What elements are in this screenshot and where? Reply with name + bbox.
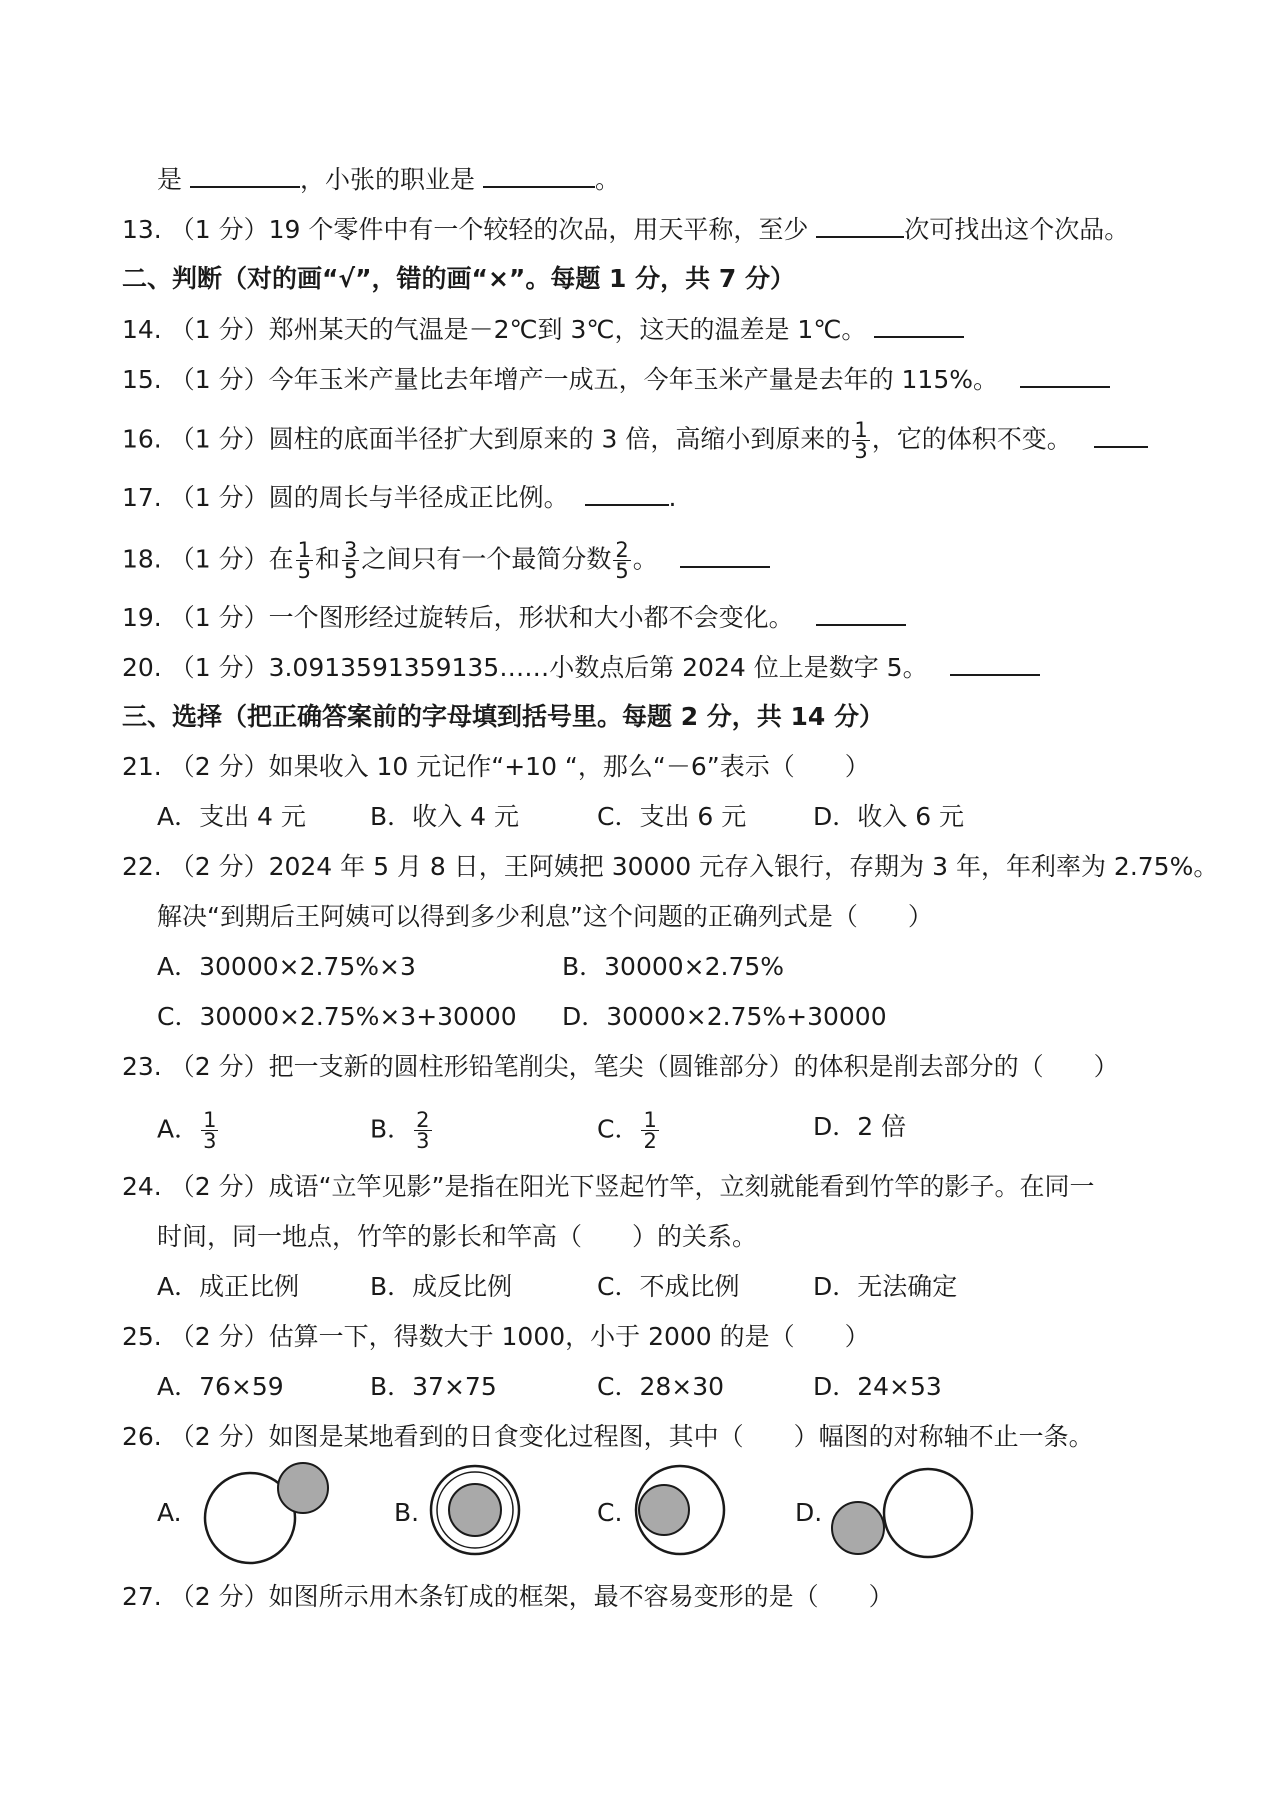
question-14: 14. （1 分）郑州某天的气温是－2℃到 3℃，这天的温差是 1℃。 (122, 312, 964, 346)
figure-label-c[interactable]: C. (597, 1498, 623, 1527)
question-20: 20. （1 分）3.0913591359135……小数点后第 2024 位上是数字 5。 (122, 650, 1040, 684)
option-d[interactable]: D．30000×2.75%+30000 (562, 1002, 887, 1031)
figure-label-d[interactable]: D. (795, 1498, 823, 1527)
option-c[interactable]: C．不成比例 (597, 1272, 740, 1301)
option-c[interactable]: C．支出 6 元 (597, 802, 747, 831)
question-18: 18. （1 分）在 $\frac{1}{5}$ 和 $\frac{3}{5}$ 之间只有一个最简分数 $\frac{2}{5}$ 。 (122, 540, 770, 574)
option-b[interactable]: B．收入 4 元 (370, 802, 519, 831)
option-a[interactable]: A．30000×2.75%×3 (157, 952, 416, 981)
answer-blank[interactable] (874, 312, 964, 338)
answer-blank[interactable] (585, 480, 669, 506)
question-23: 23. （2 分）把一支新的圆柱形铅笔削尖，笔尖（圆锥部分）的体积是削去部分的（ ） (122, 1052, 1119, 1081)
fraction: $\frac{1}{5}$ (297, 538, 311, 583)
eclipse-figure-c (630, 1460, 730, 1560)
q12-tail: 是 ，小张的职业是 。 (157, 162, 620, 196)
fraction: $\frac{2}{5}$ (615, 538, 629, 583)
option-d[interactable]: D．无法确定 (813, 1272, 958, 1301)
question-26: 26. （2 分）如图是某地看到的日食变化过程图，其中（ ）幅图的对称轴不止一条。 (122, 1422, 1094, 1451)
question-25: 25. （2 分）估算一下，得数大于 1000，小于 2000 的是（ ） (122, 1322, 870, 1351)
fraction: $\frac{3}{5}$ (343, 538, 358, 583)
question-27: 27. （2 分）如图所示用木条钉成的框架，最不容易变形的是（ ） (122, 1582, 894, 1611)
question-21: 21. （2 分）如果收入 10 元记作“+10 “，那么“－6”表示（ ） (122, 752, 870, 781)
option-b[interactable]: B． $\frac{2}{3}$ (370, 1108, 430, 1153)
option-c[interactable]: C．28×30 (597, 1372, 725, 1401)
question-22-line2: 解决“到期后王阿姨可以得到多少利息”这个问题的正确列式是（ ） (157, 902, 933, 931)
option-c[interactable]: C． $\frac{1}{2}$ (597, 1108, 657, 1153)
option-c[interactable]: C．30000×2.75%×3+30000 (157, 1002, 517, 1031)
option-a[interactable]: A．支出 4 元 (157, 802, 306, 831)
fraction: $\frac{1}{3}$ (203, 1108, 217, 1153)
moon-circle (449, 1484, 501, 1536)
fraction: $\frac{1}{2}$ (643, 1108, 657, 1153)
option-d[interactable]: D．收入 6 元 (813, 802, 965, 831)
answer-blank[interactable] (483, 162, 595, 188)
option-a[interactable]: A．成正比例 (157, 1272, 300, 1301)
answer-blank[interactable] (190, 162, 300, 188)
answer-blank[interactable] (816, 212, 904, 238)
option-b[interactable]: B．37×75 (370, 1372, 497, 1401)
option-b[interactable]: B．成反比例 (370, 1272, 513, 1301)
answer-blank[interactable] (680, 542, 770, 568)
question-19: 19. （1 分）一个图形经过旋转后，形状和大小都不会变化。 (122, 600, 906, 634)
option-a[interactable]: A． $\frac{1}{3}$ (157, 1108, 217, 1153)
option-d[interactable]: D．2 倍 (813, 1112, 907, 1141)
question-24: 24. （2 分）成语“立竿见影”是指在阳光下竖起竹竿，立刻就能看到竹竿的影子。在同一 (122, 1172, 1095, 1201)
answer-blank[interactable] (950, 650, 1040, 676)
moon-circle (639, 1485, 689, 1535)
fraction: $\frac{1}{3}$ (854, 418, 868, 463)
eclipse-figure-a (190, 1455, 330, 1575)
figure-label-b[interactable]: B. (394, 1498, 420, 1527)
eclipse-figure-d (825, 1465, 985, 1575)
section-2-heading: 二、判断（对的画“√”，错的画“×”。每题 1 分，共 7 分） (122, 264, 795, 293)
option-d[interactable]: D．24×53 (813, 1372, 942, 1401)
answer-blank[interactable] (816, 600, 906, 626)
fraction: $\frac{2}{3}$ (416, 1108, 430, 1153)
answer-blank[interactable] (1020, 362, 1110, 388)
answer-blank[interactable] (1094, 422, 1148, 448)
sun-circle (884, 1469, 972, 1557)
moon-circle (832, 1502, 884, 1554)
moon-circle (278, 1463, 328, 1513)
question-17: 17. （1 分）圆的周长与半径成正比例。 . (122, 480, 676, 514)
question-15: 15. （1 分）今年玉米产量比去年增产一成五，今年玉米产量是去年的 115%。 (122, 362, 1110, 396)
option-b[interactable]: B．30000×2.75% (562, 952, 785, 981)
question-16: 16. （1 分）圆柱的底面半径扩大到原来的 3 倍，高缩小到原来的 $\frac{1}{3}$ ，它的体积不变。 (122, 420, 1148, 454)
section-3-heading: 三、选择（把正确答案前的字母填到括号里。每题 2 分，共 14 分） (122, 702, 885, 731)
eclipse-figure-b (425, 1460, 525, 1560)
option-a[interactable]: A．76×59 (157, 1372, 284, 1401)
question-22: 22. （2 分）2024 年 5 月 8 日，王阿姨把 30000 元存入银行，存期为 3 年，年利率为 2.75%。 (122, 852, 1219, 881)
figure-label-a[interactable]: A. (157, 1498, 182, 1527)
question-24-line2: 时间，同一地点，竹竿的影长和竿高（ ）的关系。 (157, 1222, 758, 1251)
question-13: 13. （1 分）19 个零件中有一个较轻的次品，用天平称，至少 次可找出这个次品。 (122, 212, 1129, 246)
